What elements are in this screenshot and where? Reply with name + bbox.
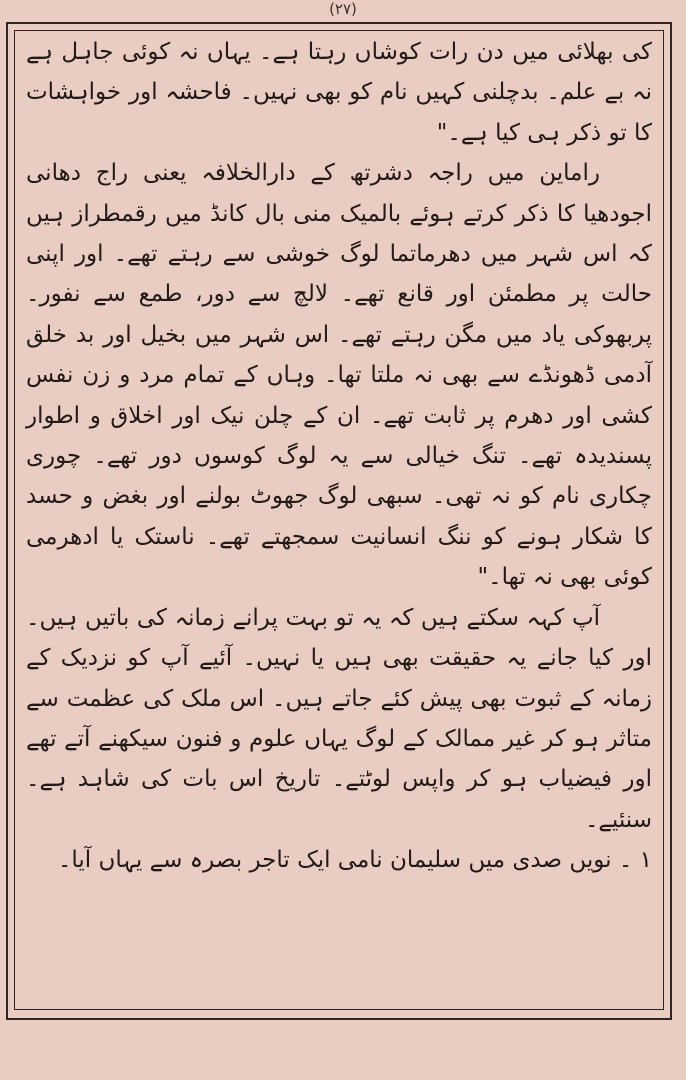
paragraph: کی بھلائی میں دن رات کوشاں رہتا ہے۔ یہاں نہ کوئی جاہل ہے نہ بے علم۔ بدچلنی کہیں نام کو بھی نہیں۔ فاحشہ اور خواہشات کا تو ذکر ہی کیا ہے۔" (26, 39, 652, 146)
page-number: (۲۷) (329, 0, 357, 18)
urdu-text-body (26, 32, 652, 881)
paragraph: راماین میں راجہ دشرتھ کے دارالخلافہ یعنی راج دھانی اجودھیا کا ذکر کرتے ہوئے بالمیک منی بال کانڈ میں رقمطراز ہیں کہ اس شہر میں دھرماتما لوگ خوشی سے رہتے تھے۔ اور اپنی حالت پر مطمئن اور قانع تھے۔ لالچ سے دور، طمع سے نفور۔ پربھوکی یاد میں مگن رہتے تھے۔ اس شہر میں بخیل اور بد خلق آدمی ڈھونڈے سے بھی نہ ملتا تھا۔ وہاں کے تمام مرد و زن نفس کشی اور دھرم پر ثابت تھے۔ ان کے چلن نیک اور اخلاق و اطوار پسندیدہ تھے۔ تنگ خیالی سے یہ لوگ کوسوں دور تھے۔ چوری چکاری نام کو نہ تھی۔ سبھی لوگ جھوٹ بولنے اور بغض و حسد کا شکار ہونے کو ننگ انسانیت سمجھتے تھے۔ ناستک یا ادھرمی کوئی بھی نہ تھا۔" (26, 160, 652, 591)
paragraph: آپ کہہ سکتے ہیں کہ یہ تو بہت پرانے زمانہ کی باتیں ہیں۔ اور کیا جانے یہ حقیقت بھی ہیں یا نہیں۔ آئیے آپ کو نزدیک کے زمانہ کے ثبوت بھی پیش کئے جاتے ہیں۔ اس ملک کی عظمت سے متاثر ہو کر غیر ممالک کے لوگ یہاں علوم و فنون سیکھنے آتے تھے اور فیضیاب ہو کر واپس لوٹتے۔ تاریخ اس بات کی شاہد ہے۔ سنئیے۔ (26, 604, 652, 833)
list-item: ۱ ۔ نویں صدی میں سلیمان نامی ایک تاجر بصرہ سے یہاں آیا۔ (57, 847, 652, 874)
